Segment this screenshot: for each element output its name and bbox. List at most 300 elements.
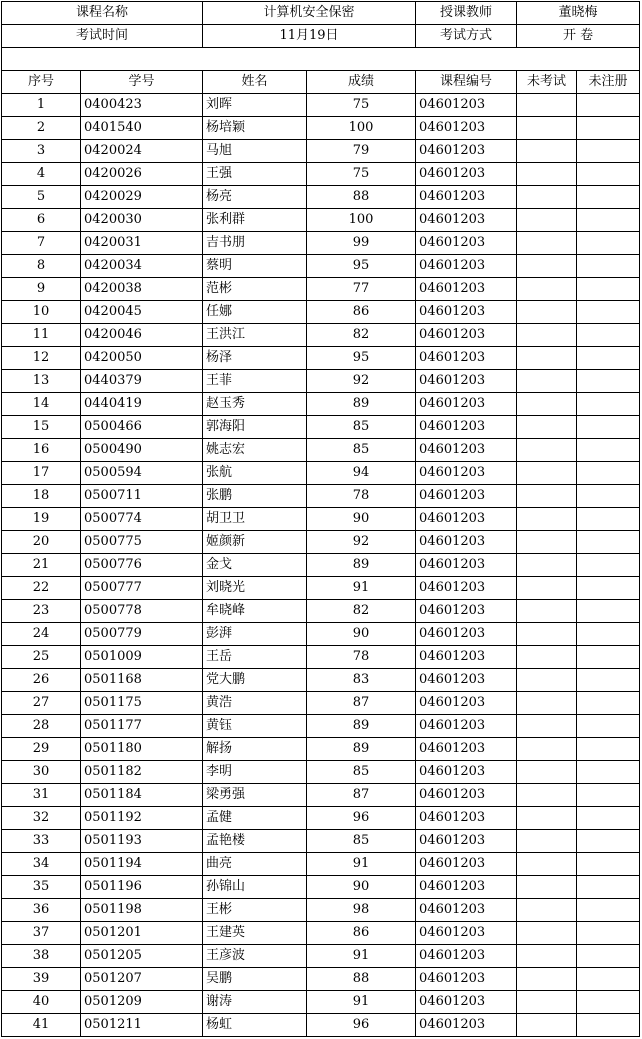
cell-unregistered	[577, 577, 640, 600]
cell-no: 34	[2, 853, 81, 876]
cell-course-code: 04601203	[416, 922, 517, 945]
cell-absent	[517, 807, 577, 830]
table-row	[2, 140, 640, 163]
table-row	[2, 232, 640, 255]
cell-no: 16	[2, 439, 81, 462]
cell-no: 30	[2, 761, 81, 784]
table-row	[2, 577, 640, 600]
cell-course-code: 04601203	[416, 830, 517, 853]
cell-student-name: 杨虹	[203, 1014, 307, 1037]
cell-unregistered	[577, 485, 640, 508]
cell-student-id: 0420031	[81, 232, 203, 255]
cell-student-id: 0500777	[81, 577, 203, 600]
cell-student-id: 0501009	[81, 646, 203, 669]
cell-score: 91	[307, 945, 416, 968]
cell-course-code: 04601203	[416, 324, 517, 347]
cell-no: 19	[2, 508, 81, 531]
cell-student-name: 牟晓峰	[203, 600, 307, 623]
cell-student-id: 0501211	[81, 1014, 203, 1037]
exam-time-label: 考试时间	[2, 25, 203, 48]
cell-no: 3	[2, 140, 81, 163]
cell-absent	[517, 922, 577, 945]
cell-student-name: 黄钰	[203, 715, 307, 738]
cell-student-id: 0501184	[81, 784, 203, 807]
cell-absent	[517, 738, 577, 761]
table-row	[2, 278, 640, 301]
cell-course-code: 04601203	[416, 738, 517, 761]
cell-absent	[517, 531, 577, 554]
cell-absent	[517, 692, 577, 715]
cell-student-id: 0501209	[81, 991, 203, 1014]
cell-score: 90	[307, 508, 416, 531]
cell-student-id: 0420029	[81, 186, 203, 209]
cell-absent	[517, 209, 577, 232]
cell-absent	[517, 508, 577, 531]
cell-unregistered	[577, 830, 640, 853]
table-row	[2, 531, 640, 554]
cell-student-name: 杨泽	[203, 347, 307, 370]
cell-no: 41	[2, 1014, 81, 1037]
cell-score: 88	[307, 186, 416, 209]
cell-score: 91	[307, 577, 416, 600]
cell-score: 86	[307, 301, 416, 324]
cell-absent	[517, 646, 577, 669]
cell-absent	[517, 462, 577, 485]
table-row	[2, 830, 640, 853]
cell-unregistered	[577, 439, 640, 462]
cell-unregistered	[577, 347, 640, 370]
cell-absent	[517, 485, 577, 508]
cell-score: 100	[307, 209, 416, 232]
cell-absent	[517, 784, 577, 807]
cell-student-id: 0501196	[81, 876, 203, 899]
cell-no: 1	[2, 94, 81, 117]
cell-course-code: 04601203	[416, 715, 517, 738]
course-name-value: 计算机安全保密	[203, 2, 416, 25]
cell-student-id: 0420030	[81, 209, 203, 232]
cell-unregistered	[577, 209, 640, 232]
col-header-course-code: 课程编号	[416, 71, 517, 94]
cell-course-code: 04601203	[416, 646, 517, 669]
cell-no: 15	[2, 416, 81, 439]
cell-score: 94	[307, 462, 416, 485]
cell-student-id: 0500466	[81, 416, 203, 439]
cell-course-code: 04601203	[416, 485, 517, 508]
table-row	[2, 876, 640, 899]
cell-absent	[517, 1014, 577, 1037]
cell-score: 89	[307, 738, 416, 761]
cell-unregistered	[577, 1014, 640, 1037]
table-row	[2, 715, 640, 738]
cell-absent	[517, 600, 577, 623]
cell-score: 89	[307, 715, 416, 738]
cell-course-code: 04601203	[416, 117, 517, 140]
cell-score: 89	[307, 393, 416, 416]
cell-unregistered	[577, 94, 640, 117]
cell-course-code: 04601203	[416, 761, 517, 784]
table-row	[2, 853, 640, 876]
table-row	[2, 117, 640, 140]
cell-absent	[517, 876, 577, 899]
cell-student-id: 0420045	[81, 301, 203, 324]
cell-course-code: 04601203	[416, 968, 517, 991]
cell-course-code: 04601203	[416, 600, 517, 623]
table-row	[2, 393, 640, 416]
table-row	[2, 623, 640, 646]
cell-course-code: 04601203	[416, 255, 517, 278]
table-row	[2, 899, 640, 922]
table-row	[2, 485, 640, 508]
cell-student-name: 杨培颖	[203, 117, 307, 140]
cell-course-code: 04601203	[416, 554, 517, 577]
course-name-label: 课程名称	[2, 2, 203, 25]
cell-unregistered	[577, 531, 640, 554]
cell-unregistered	[577, 968, 640, 991]
cell-absent	[517, 623, 577, 646]
cell-unregistered	[577, 186, 640, 209]
cell-score: 82	[307, 324, 416, 347]
cell-absent	[517, 347, 577, 370]
cell-student-name: 郭海阳	[203, 416, 307, 439]
cell-absent	[517, 370, 577, 393]
cell-student-id: 0440379	[81, 370, 203, 393]
cell-course-code: 04601203	[416, 301, 517, 324]
cell-course-code: 04601203	[416, 278, 517, 301]
cell-unregistered	[577, 922, 640, 945]
cell-student-id: 0501168	[81, 669, 203, 692]
cell-student-name: 刘晓光	[203, 577, 307, 600]
cell-score: 85	[307, 439, 416, 462]
table-row	[2, 600, 640, 623]
cell-course-code: 04601203	[416, 462, 517, 485]
cell-student-name: 王建英	[203, 922, 307, 945]
cell-student-name: 姚志宏	[203, 439, 307, 462]
table-row	[2, 462, 640, 485]
cell-no: 26	[2, 669, 81, 692]
cell-student-name: 马旭	[203, 140, 307, 163]
cell-course-code: 04601203	[416, 508, 517, 531]
cell-no: 11	[2, 324, 81, 347]
cell-score: 91	[307, 991, 416, 1014]
table-row	[2, 945, 640, 968]
cell-course-code: 04601203	[416, 784, 517, 807]
cell-score: 79	[307, 140, 416, 163]
cell-no: 23	[2, 600, 81, 623]
cell-course-code: 04601203	[416, 370, 517, 393]
cell-no: 12	[2, 347, 81, 370]
table-row	[2, 554, 640, 577]
cell-score: 83	[307, 669, 416, 692]
cell-course-code: 04601203	[416, 186, 517, 209]
cell-student-id: 0501207	[81, 968, 203, 991]
cell-unregistered	[577, 623, 640, 646]
table-row	[2, 784, 640, 807]
cell-unregistered	[577, 117, 640, 140]
cell-student-name: 张鹏	[203, 485, 307, 508]
table-row	[2, 761, 640, 784]
cell-student-name: 王彦波	[203, 945, 307, 968]
cell-no: 13	[2, 370, 81, 393]
cell-score: 88	[307, 968, 416, 991]
cell-score: 77	[307, 278, 416, 301]
cell-student-name: 蔡明	[203, 255, 307, 278]
table-row	[2, 209, 640, 232]
cell-no: 32	[2, 807, 81, 830]
cell-student-id: 0501194	[81, 853, 203, 876]
spacer-cell	[2, 48, 640, 71]
cell-student-id: 0420024	[81, 140, 203, 163]
cell-score: 90	[307, 876, 416, 899]
table-row	[2, 186, 640, 209]
table-row	[2, 163, 640, 186]
cell-course-code: 04601203	[416, 416, 517, 439]
cell-course-code: 04601203	[416, 94, 517, 117]
cell-student-name: 张航	[203, 462, 307, 485]
cell-score: 90	[307, 623, 416, 646]
cell-unregistered	[577, 255, 640, 278]
cell-unregistered	[577, 715, 640, 738]
cell-score: 99	[307, 232, 416, 255]
cell-absent	[517, 324, 577, 347]
cell-absent	[517, 830, 577, 853]
cell-course-code: 04601203	[416, 347, 517, 370]
cell-student-id: 0500711	[81, 485, 203, 508]
cell-no: 25	[2, 646, 81, 669]
cell-student-name: 王强	[203, 163, 307, 186]
cell-absent	[517, 554, 577, 577]
cell-student-name: 刘晖	[203, 94, 307, 117]
col-header-no: 序号	[2, 71, 81, 94]
cell-unregistered	[577, 899, 640, 922]
cell-unregistered	[577, 876, 640, 899]
cell-score: 85	[307, 416, 416, 439]
cell-unregistered	[577, 393, 640, 416]
cell-no: 36	[2, 899, 81, 922]
cell-no: 33	[2, 830, 81, 853]
cell-student-name: 王菲	[203, 370, 307, 393]
cell-student-name: 王洪江	[203, 324, 307, 347]
col-header-id: 学号	[81, 71, 203, 94]
cell-unregistered	[577, 301, 640, 324]
cell-unregistered	[577, 945, 640, 968]
cell-no: 7	[2, 232, 81, 255]
cell-no: 14	[2, 393, 81, 416]
cell-unregistered	[577, 554, 640, 577]
column-header-row	[2, 71, 640, 94]
cell-student-id: 0440419	[81, 393, 203, 416]
cell-score: 98	[307, 899, 416, 922]
exam-time-value: 11月19日	[203, 25, 416, 48]
exam-method-value: 开 卷	[517, 25, 640, 48]
cell-student-name: 梁勇强	[203, 784, 307, 807]
cell-unregistered	[577, 761, 640, 784]
table-row	[2, 301, 640, 324]
table-row	[2, 922, 640, 945]
cell-absent	[517, 186, 577, 209]
cell-score: 87	[307, 692, 416, 715]
cell-student-id: 0501205	[81, 945, 203, 968]
cell-course-code: 04601203	[416, 899, 517, 922]
table-row	[2, 968, 640, 991]
col-header-absent: 未考试	[517, 71, 577, 94]
cell-course-code: 04601203	[416, 163, 517, 186]
cell-course-code: 04601203	[416, 1014, 517, 1037]
cell-no: 22	[2, 577, 81, 600]
cell-unregistered	[577, 692, 640, 715]
cell-student-name: 张利群	[203, 209, 307, 232]
cell-student-id: 0500490	[81, 439, 203, 462]
cell-absent	[517, 278, 577, 301]
cell-student-name: 曲亮	[203, 853, 307, 876]
cell-absent	[517, 715, 577, 738]
cell-absent	[517, 899, 577, 922]
cell-absent	[517, 945, 577, 968]
cell-unregistered	[577, 370, 640, 393]
cell-student-name: 姬颜新	[203, 531, 307, 554]
cell-unregistered	[577, 416, 640, 439]
info-row-course	[2, 2, 640, 25]
cell-student-name: 金戈	[203, 554, 307, 577]
exam-method-label: 考试方式	[416, 25, 517, 48]
cell-student-id: 0500775	[81, 531, 203, 554]
cell-score: 95	[307, 347, 416, 370]
cell-absent	[517, 968, 577, 991]
cell-student-name: 彭湃	[203, 623, 307, 646]
cell-student-id: 0400423	[81, 94, 203, 117]
cell-course-code: 04601203	[416, 669, 517, 692]
cell-no: 8	[2, 255, 81, 278]
table-row	[2, 94, 640, 117]
cell-student-id: 0501193	[81, 830, 203, 853]
cell-student-name: 吉书朋	[203, 232, 307, 255]
cell-no: 5	[2, 186, 81, 209]
cell-score: 82	[307, 600, 416, 623]
cell-student-id: 0500779	[81, 623, 203, 646]
cell-student-name: 胡卫卫	[203, 508, 307, 531]
cell-no: 21	[2, 554, 81, 577]
cell-student-id: 0420046	[81, 324, 203, 347]
cell-no: 38	[2, 945, 81, 968]
table-row	[2, 347, 640, 370]
cell-student-name: 任娜	[203, 301, 307, 324]
cell-no: 10	[2, 301, 81, 324]
cell-score: 78	[307, 646, 416, 669]
cell-student-name: 赵玉秀	[203, 393, 307, 416]
table-row	[2, 370, 640, 393]
cell-no: 31	[2, 784, 81, 807]
cell-student-id: 0501175	[81, 692, 203, 715]
cell-student-name: 谢涛	[203, 991, 307, 1014]
cell-student-name: 李明	[203, 761, 307, 784]
cell-score: 78	[307, 485, 416, 508]
cell-student-id: 0420026	[81, 163, 203, 186]
cell-no: 9	[2, 278, 81, 301]
info-row-exam	[2, 25, 640, 48]
cell-no: 29	[2, 738, 81, 761]
teacher-label: 授课教师	[416, 2, 517, 25]
cell-student-id: 0500776	[81, 554, 203, 577]
cell-course-code: 04601203	[416, 209, 517, 232]
cell-student-name: 黄浩	[203, 692, 307, 715]
cell-student-id: 0420038	[81, 278, 203, 301]
cell-course-code: 04601203	[416, 876, 517, 899]
cell-absent	[517, 416, 577, 439]
cell-score: 75	[307, 94, 416, 117]
cell-absent	[517, 393, 577, 416]
cell-student-id: 0501192	[81, 807, 203, 830]
cell-student-id: 0420034	[81, 255, 203, 278]
col-header-name: 姓名	[203, 71, 307, 94]
cell-no: 4	[2, 163, 81, 186]
cell-unregistered	[577, 278, 640, 301]
teacher-value: 董晓梅	[517, 2, 640, 25]
cell-unregistered	[577, 600, 640, 623]
cell-unregistered	[577, 140, 640, 163]
cell-absent	[517, 117, 577, 140]
cell-student-id: 0501180	[81, 738, 203, 761]
cell-absent	[517, 439, 577, 462]
table-row	[2, 669, 640, 692]
cell-no: 40	[2, 991, 81, 1014]
cell-course-code: 04601203	[416, 991, 517, 1014]
cell-no: 24	[2, 623, 81, 646]
cell-unregistered	[577, 807, 640, 830]
cell-course-code: 04601203	[416, 853, 517, 876]
table-row	[2, 1014, 640, 1037]
cell-score: 86	[307, 922, 416, 945]
col-header-score: 成绩	[307, 71, 416, 94]
cell-score: 89	[307, 554, 416, 577]
cell-course-code: 04601203	[416, 531, 517, 554]
grade-sheet	[1, 1, 640, 1037]
table-row	[2, 646, 640, 669]
cell-score: 96	[307, 1014, 416, 1037]
cell-course-code: 04601203	[416, 140, 517, 163]
cell-student-id: 0500774	[81, 508, 203, 531]
cell-absent	[517, 232, 577, 255]
cell-absent	[517, 94, 577, 117]
cell-student-id: 0500594	[81, 462, 203, 485]
cell-score: 85	[307, 761, 416, 784]
spacer-row	[2, 48, 640, 71]
cell-student-name: 孟健	[203, 807, 307, 830]
cell-unregistered	[577, 853, 640, 876]
cell-student-name: 孟艳楼	[203, 830, 307, 853]
cell-score: 96	[307, 807, 416, 830]
cell-student-name: 解扬	[203, 738, 307, 761]
cell-no: 18	[2, 485, 81, 508]
cell-no: 17	[2, 462, 81, 485]
cell-student-id: 0501201	[81, 922, 203, 945]
cell-score: 87	[307, 784, 416, 807]
cell-student-name: 吴鹏	[203, 968, 307, 991]
cell-unregistered	[577, 646, 640, 669]
cell-no: 20	[2, 531, 81, 554]
cell-unregistered	[577, 462, 640, 485]
cell-course-code: 04601203	[416, 945, 517, 968]
cell-score: 95	[307, 255, 416, 278]
table-row	[2, 991, 640, 1014]
cell-student-id: 0401540	[81, 117, 203, 140]
cell-course-code: 04601203	[416, 232, 517, 255]
cell-course-code: 04601203	[416, 439, 517, 462]
cell-student-id: 0501198	[81, 899, 203, 922]
cell-no: 28	[2, 715, 81, 738]
cell-score: 92	[307, 531, 416, 554]
cell-score: 92	[307, 370, 416, 393]
cell-absent	[517, 301, 577, 324]
cell-student-name: 王岳	[203, 646, 307, 669]
